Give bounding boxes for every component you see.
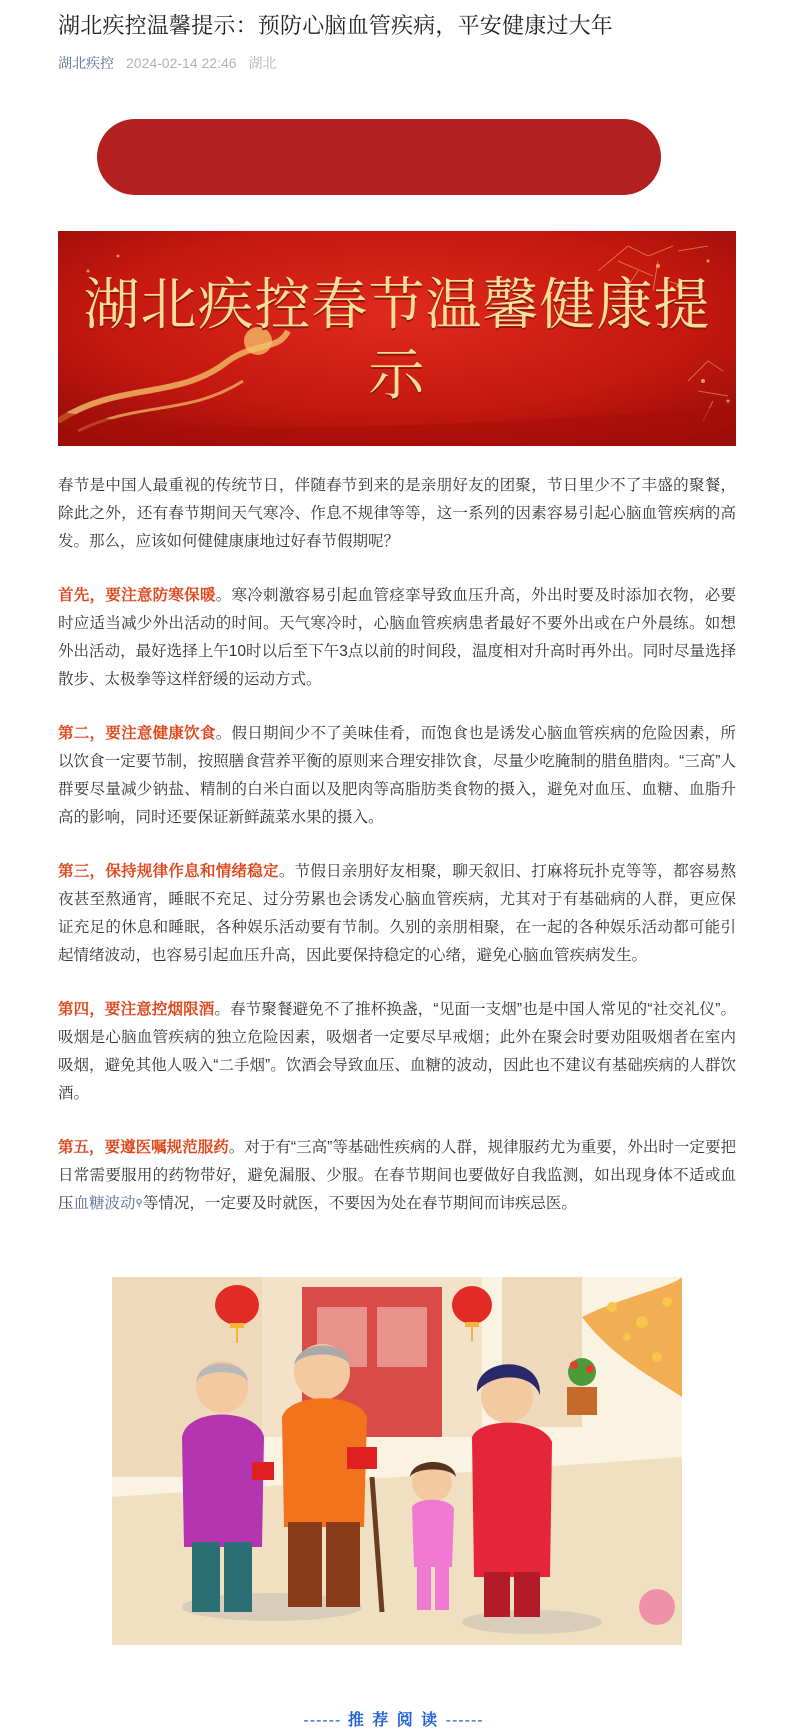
paragraph-1: 首先，要注意防寒保暖。寒冷刺激容易引起血管痉挛导致血压升高，外出时要及时添加衣物，必要时应适当减少外出活动的时间。天气寒冷时，心脑血管疾病患者最好不要外出或在户外晨练。如想外出活动，最好选择上午10时以后至下午3点以前的时间段，温度相对升高时再外出。同时尽量选择散步、太极拳等这样舒缓的运动方式。 — [58, 587, 736, 688]
recommended-reading-label: 推 荐 阅 读 — [347, 1712, 440, 1729]
paragraph-2: 第二，要注意健康饮食。假日期间少不了美味佳肴，而饱食也是诱发心脑血管疾病的危险因素，所以饮食一定要节制，按照膳食营养平衡的原则来合理安排饮食，尽量少吃腌制的腊鱼腊肉。“三高”人群要尽量减少钠盐、精制的白米白面以及肥肉等高脂肪类食物的摄入，避免对血压、血糖、血脂升高的影响，同时还要保证新鲜蔬菜水果的摄入。 — [58, 725, 736, 826]
author-link[interactable]: 湖北疾控 — [58, 55, 114, 71]
paragraph-3-lead: 第三，保持规律作息和情绪稳定 — [58, 863, 279, 880]
divider-right: ------ — [445, 1712, 484, 1729]
publish-location: 湖北 — [248, 55, 277, 71]
paragraph-5: 第五，要遵医嘱规范服药。对于有“三高”等基础性疾病的人群，规律服药尤为重要，外出时一定要把日常需要服用的药物带好，避免漏服、少服。在春节期间也要做好自我监测，如出现身体不适或血压血糖波动⚲等情况，一定要及时就医，不要因为处在春节期间而讳疾忌医。 — [58, 1139, 736, 1212]
banner-title: 湖北疾控春节温馨健康提示 — [83, 273, 711, 408]
paragraph-4-lead: 第四，要注意控烟限酒 — [58, 1001, 215, 1018]
paragraph-1-lead: 首先，要注意防寒保暖 — [58, 587, 216, 604]
blood-sugar-link[interactable]: 血糖波动 — [73, 1195, 136, 1212]
article-meta — [58, 53, 277, 73]
paragraph-3: 第三，保持规律作息和情绪稳定。节假日亲朋好友相聚，聊天叙旧、打麻将玩扑克等等，都容易熬夜甚至熬通宵，睡眠不充足、过分劳累也会诱发心脑血管疾病，尤其对于有基础病的人群，更应保证充足的休息和睡眠，各种娱乐活动要有节制。久别的亲朋相聚，在一起的各种娱乐活动都可能引起情绪波动，也容易引起血压升高，因此要保持稳定的心绪，避免心脑血管疾病发生。 — [58, 863, 736, 964]
article-title: 湖北疾控温馨提示：预防心脑血管疾病，平安健康过大年 — [58, 13, 614, 38]
publish-datetime: 2024-02-14 22:46 — [126, 55, 237, 71]
recommended-reading[interactable] — [0, 1707, 787, 1730]
family-new-year-illustration — [112, 1277, 682, 1645]
red-pill-banner — [97, 119, 661, 195]
article-body — [58, 472, 736, 1244]
paragraph-5-lead: 第五，要遵医嘱规范服药 — [58, 1139, 229, 1156]
divider-left: ------ — [303, 1712, 342, 1729]
paragraph-2-lead: 第二，要注意健康饮食 — [58, 725, 216, 742]
search-icon[interactable]: ⚲ — [135, 1198, 143, 1209]
header-banner-image — [58, 231, 736, 446]
paragraph-4: 第四，要注意控烟限酒。春节聚餐避免不了推杯换盏，“见面一支烟”也是中国人常见的“社交礼仪”。吸烟是心脑血管疾病的独立危险因素，吸烟者一定要尽早戒烟；此外在聚会时要劝阻吸烟者在室内吸烟，避免其他人吸入“二手烟”。饮酒会导致血压、血糖的波动，因此也不建议有基础疾病的人群饮酒。 — [58, 1001, 736, 1102]
paragraph-intro: 春节是中国人最重视的传统节日，伴随春节到来的是亲朋好友的团聚，节日里少不了丰盛的聚餐，除此之外，还有春节期间天气寒冷、作息不规律等等，这一系列的因素容易引起心脑血管疾病的高发。那么，应该如何健健康康地过好春节假期呢？ — [58, 477, 736, 550]
